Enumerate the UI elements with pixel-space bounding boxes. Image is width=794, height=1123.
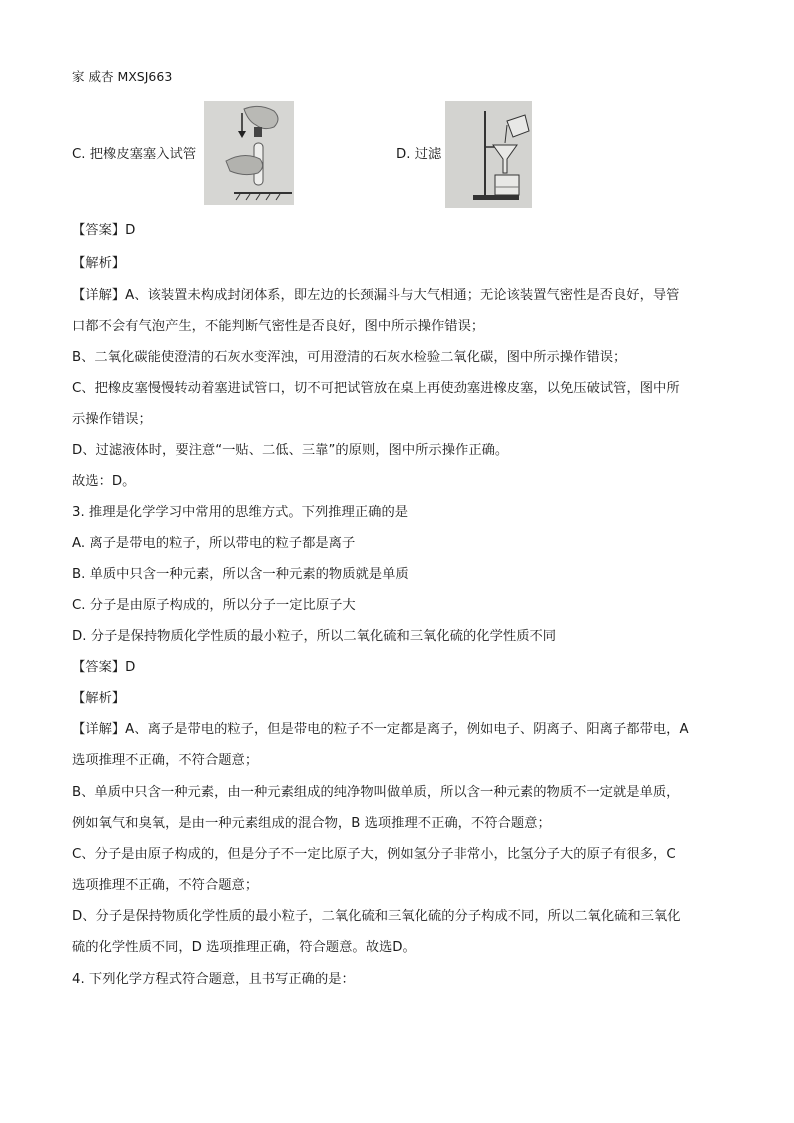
q3-option-b: B. 单质中只含一种元素，所以含一种元素的物质就是单质 (72, 567, 409, 582)
q3-option-a: A. 离子是带电的粒子，所以带电的粒子都是离子 (72, 536, 356, 551)
text-line: 示操作错误； (72, 412, 152, 427)
answer-label: 【答案】D (72, 223, 136, 238)
text-line: D、过滤液体时，要注意“一贴、二低、三靠”的原则，图中所示操作正确。 (72, 443, 509, 458)
text-line: 选项推理不正确，不符合题意； (72, 753, 259, 768)
answer-label: 【答案】D (72, 660, 136, 675)
watermark-header: 家 威杏 MXSJ663 (72, 69, 173, 84)
text-line: B、单质中只含一种元素，由一种元素组成的纯净物叫做单质，所以含一种元素的物质不一定就是单质， (72, 785, 680, 800)
text-line: 【详解】A、离子是带电的粒子，但是带电的粒子不一定都是离子，例如电子、阴离子、阳离子都带电，A (72, 722, 689, 737)
filtration-photo (445, 101, 532, 208)
text-line: 【详解】A、该装置未构成封闭体系，即左边的长颈漏斗与大气相通；无论该装置气密性是否良好，导管 (72, 288, 680, 303)
q3-option-d: D. 分子是保持物质化学性质的最小粒子，所以二氧化硫和三氧化硫的化学性质不同 (72, 629, 557, 644)
text-line: C、把橡皮塞慢慢转动着塞进试管口，切不可把试管放在桌上再使劲塞进橡皮塞，以免压破试管，图中所 (72, 381, 680, 396)
text-line: 例如氧气和臭氧，是由一种元素组成的混合物，B 选项推理不正确，不符合题意； (72, 816, 551, 831)
text-line: B、二氧化碳能使澄清的石灰水变浑浊，可用澄清的石灰水检验二氧化碳，图中所示操作错误； (72, 350, 627, 365)
question-3: 3. 推理是化学学习中常用的思维方式。下列推理正确的是 (72, 505, 409, 520)
analysis-label: 【解析】 (72, 256, 126, 271)
question-4: 4. 下列化学方程式符合题意，且书写正确的是： (72, 972, 355, 987)
text-line: 硫的化学性质不同，D 选项推理正确，符合题意。故选D。 (72, 940, 416, 955)
option-c-label: C. 把橡皮塞塞入试管 (72, 147, 197, 162)
text-line: 故选：D。 (72, 474, 136, 489)
text-line: D、分子是保持物质化学性质的最小粒子，二氧化硫和三氧化硫的分子构成不同，所以二氧化硫和三氧化 (72, 909, 681, 924)
insert-stopper-photo (204, 101, 294, 205)
analysis-label: 【解析】 (72, 691, 126, 706)
text-line: 选项推理不正确，不符合题意； (72, 878, 259, 893)
text-line: 口都不会有气泡产生，不能判断气密性是否良好，图中所示操作错误； (72, 319, 485, 334)
q3-option-c: C. 分子是由原子构成的，所以分子一定比原子大 (72, 598, 356, 613)
option-d-label: D. 过滤 (396, 147, 442, 162)
text-line: C、分子是由原子构成的，但是分子不一定比原子大，例如氢分子非常小，比氢分子大的原子有很多，C (72, 847, 676, 862)
